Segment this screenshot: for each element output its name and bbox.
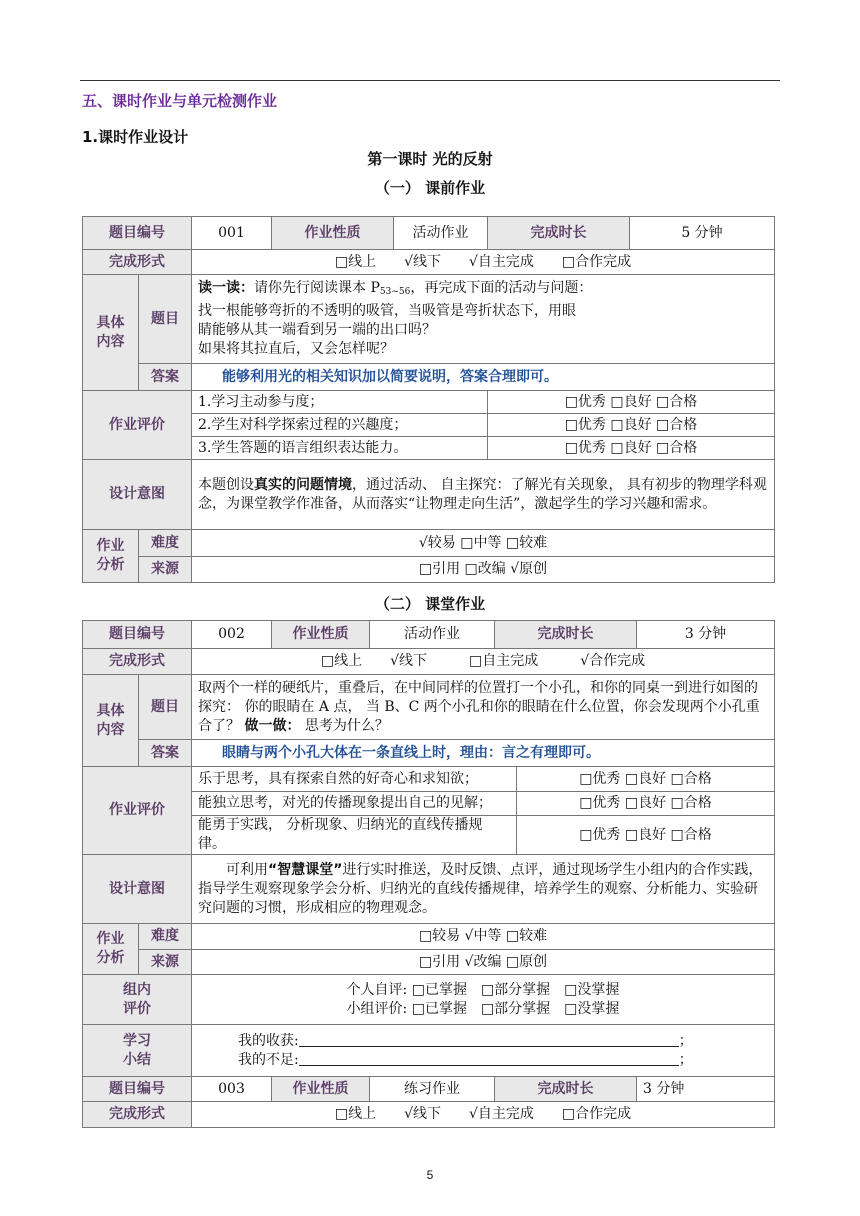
task-nature: 练习作业 [370,1077,495,1102]
eval-item: 1.学习主动参与度； [192,391,488,414]
task-id: 002 [192,621,272,649]
task-form: □线上 √线下 √自主完成 □合作完成 [192,1102,775,1128]
lack-blank[interactable] [299,1051,679,1066]
eval-options: □优秀 □良好 □合格 [488,437,775,460]
subsection-heading: 1.课时作业设计 [82,128,189,146]
eval-options: □优秀 □良好 □合格 [488,414,775,437]
label-question: 题目 [139,275,192,364]
label-nature: 作业性质 [272,621,370,649]
eval-item: 能勇于实践， 分析现象、归纳光的直线传播规律。 [192,816,517,855]
part1-title: （一） 课前作业 [374,179,486,197]
part2-title: （二） 课堂作业 [374,595,486,613]
label-group-eval: 组内 评价 [83,975,192,1025]
task-difficulty: □较易 √中等 □较难 [192,924,775,950]
label-difficulty: 难度 [139,530,192,557]
task-difficulty: √较易 □中等 □较难 [192,530,775,557]
label-question: 题目 [139,675,192,740]
section-heading: 五、课时作业与单元检测作业 [82,92,278,110]
eval-item: 乐于思考，具有探索自然的好奇心和求知欲； [192,767,517,792]
task-form: □线上 √线下 □自主完成 √合作完成 [192,649,775,675]
label-form: 完成形式 [83,649,192,675]
task-question: 读一读：请你先行阅读课本 P53~56，再完成下面的活动与问题： 找一根能够弯折的不透明的吸管，当吸管是弯折状态下，用眼 睛能够从其一端看到另一端的出口吗？ 如果将其拉直后，又会怎样呢？ [192,275,775,364]
task-table-2 [82,620,775,1128]
label-id: 题目编号 [83,217,192,250]
task-id: 001 [192,217,272,250]
label-source: 来源 [139,557,192,583]
task-nature: 活动作业 [370,621,495,649]
label-content: 具体 内容 [83,275,139,391]
task-intent: 本题创设真实的问题情境，通过活动、 自主探究：了解光有关现象， 具有初步的物理学科观念，为课堂教学作准备，从而落实“让物理走向生活”，激起学生的学习兴趣和需求。 [192,460,775,530]
label-analysis: 作业 分析 [83,924,139,975]
label-eval: 作业评价 [83,391,192,460]
task-form: □线上 √线下 √自主完成 □合作完成 [192,250,775,275]
label-eval: 作业评价 [83,767,192,855]
label-nature: 作业性质 [272,1077,370,1102]
task-question: 取两个一样的硬纸片，重叠后，在中间同样的位置打一个小孔，和你的同桌一到进行如图的探究： 你的眼睛在 A 点， 当 B、C 两个小孔和你的眼睛在什么位置，你会发现两个小孔重合了？ 做一做： 思考为什么？ [192,675,775,740]
eval-options: □优秀 □良好 □合格 [517,816,775,855]
self-group-eval: 个人自评: □已掌握 □部分掌握 □没掌握 小组评价: □已掌握 □部分掌握 □没掌握 [192,975,775,1025]
task-intent: 可利用“智慧课堂”进行实时推送，及时反馈、点评，通过现场学生小组内的合作实践，指导学生观察现象学会分析、归纳光的直线传播规律，培养学生的观察、分析能力、实验研究问题的习惯，形成相应的物理观念。 [192,855,775,924]
task-table-1 [82,216,775,583]
label-analysis: 作业 分析 [83,530,139,583]
header-rule [80,80,780,81]
task-duration: 3 分钟 [637,1077,775,1102]
page-number: 5 [426,1168,434,1182]
task-duration: 3 分钟 [637,621,775,649]
task-source: □引用 √改编 □原创 [192,950,775,975]
label-duration: 完成时长 [495,621,637,649]
label-duration: 完成时长 [488,217,630,250]
label-id: 题目编号 [83,621,192,649]
eval-item: 能独立思考，对光的传播现象提出自己的见解； [192,792,517,816]
task-answer: 能够利用光的相关知识加以简要说明，答案合理即可。 [192,364,775,391]
lesson-title: 第一课时 光的反射 [367,150,493,168]
eval-options: □优秀 □良好 □合格 [517,767,775,792]
task-answer: 眼睛与两个小孔大体在一条直线上时，理由：言之有理即可。 [192,740,775,767]
label-answer: 答案 [139,740,192,767]
gain-blank[interactable] [299,1032,679,1047]
label-summary: 学习 小结 [83,1025,192,1077]
label-content: 具体 内容 [83,675,139,767]
eval-options: □优秀 □良好 □合格 [488,391,775,414]
task-nature: 活动作业 [394,217,488,250]
task-id: 003 [192,1077,272,1102]
learning-summary: 我的收获: ； 我的不足: ； [192,1025,775,1077]
eval-options: □优秀 □良好 □合格 [517,792,775,816]
label-answer: 答案 [139,364,192,391]
task-source: □引用 □改编 √原创 [192,557,775,583]
label-source: 来源 [139,950,192,975]
label-form: 完成形式 [83,1102,192,1128]
label-nature: 作业性质 [272,217,394,250]
label-duration: 完成时长 [495,1077,637,1102]
eval-item: 2.学生对科学探索过程的兴趣度； [192,414,488,437]
label-intent: 设计意图 [83,460,192,530]
label-form: 完成形式 [83,250,192,275]
task-duration: 5 分钟 [630,217,775,250]
label-id: 题目编号 [83,1077,192,1102]
label-intent: 设计意图 [83,855,192,924]
label-difficulty: 难度 [139,924,192,950]
eval-item: 3.学生答题的语言组织表达能力。 [192,437,488,460]
